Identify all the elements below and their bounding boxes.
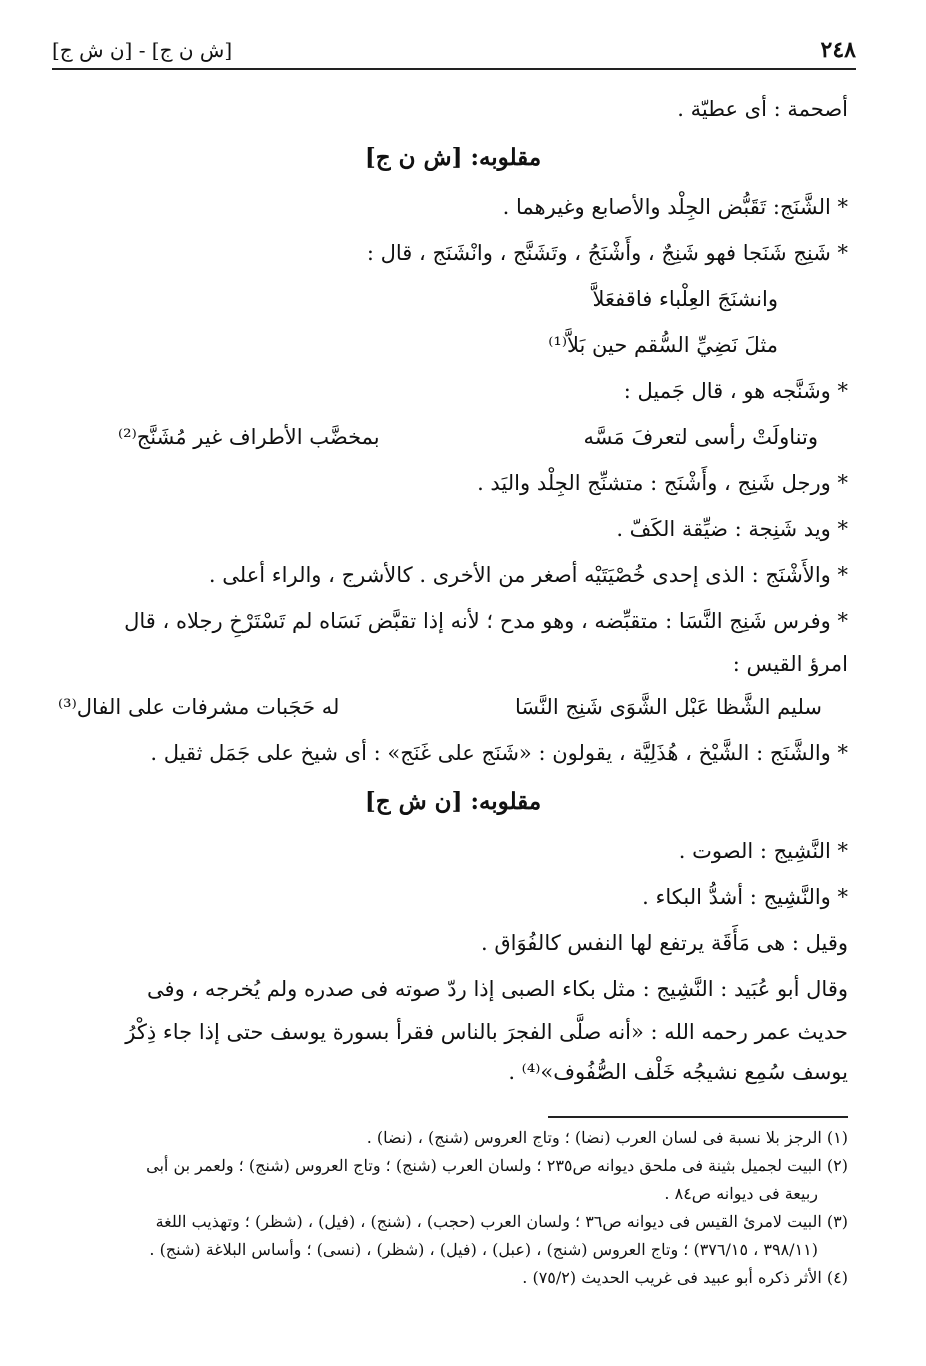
footnote: (٣) البيت لامرئ القيس فى ديوانه ص٣٦ ؛ ولسان العرب (حجب) ، (شنج) ، (فيل) ، (شظر) ؛ وتهذيب اللغة <box>155 1212 848 1231</box>
footnote: (١) الرجز بلا نسبة فى لسان العرب (نضا) ؛ وتاج العروس (شنج) ، (نضا) . <box>366 1128 848 1147</box>
footnotes <box>58 1124 848 1292</box>
verse-line: وانشنَجَ العِلْباء فاقفعَلاَّ <box>592 287 778 311</box>
text-line: * شَنِج شَنَجا فهو شَنِجٌ ، وأَشْنَجُ ، وتَشَنَّج ، وانْشَنَج ، قال : <box>366 241 848 265</box>
main-text <box>58 86 848 1092</box>
poem-couplet <box>58 684 848 730</box>
text-line: * وفرس شَنِج النَّسَا : متقبِّضه ، وهو مدح ؛ لأنه إذا تقبَّض نَسَاه لم تَسْتَرْخِ رجلاه ، قال <box>124 609 848 633</box>
text-line: * والنَّشِيج : أشدُّ البكاء . <box>642 885 848 909</box>
text-line: * وشَنَّجه هو ، قال جَميل : <box>623 379 848 403</box>
text-line: وقال أبو عُبَيد : النَّشِيج : مثل بكاء الصبى إذا ردّ صوته فى صدره ولم يُخرجه ، وفى <box>147 977 848 1001</box>
text-line: * النَّشِيج : الصوت . <box>678 839 848 863</box>
section-heading: مقلوبه: [ش ن ج] <box>364 144 542 171</box>
poem-couplet <box>58 414 848 460</box>
text-line: * ويد شَنِجة : ضيِّقة الكَفّ . <box>616 517 848 541</box>
section-heading: مقلوبه: [ن ش ج] <box>364 788 542 815</box>
hemistich-second: بمخضَّب الأطراف غير مُشَنَّج⁽²⁾ <box>118 425 380 449</box>
page-number: ٢٤٨ <box>820 37 856 63</box>
verse-line: مثلَ نَضِيِّ السُّقم حين بَلاَّ⁽¹⁾ <box>548 333 778 357</box>
hemistich-first: سليم الشَّظا عَبْل الشَّوَى شَنِج النَّسَا <box>514 695 822 719</box>
footnote-continuation: (٣٩٨/١١ ، ٣٧٦/١٥) ؛ وتاج العروس (شنج) ، (عبل) ، (فيل) ، (شظر) ، (نسى) ؛ وأساس البلاغة (شنج) . <box>149 1240 818 1259</box>
text-line: امرؤ القيس : <box>732 652 848 676</box>
text-line: حديث عمر رحمه الله : «أنه صلَّى الفجرَ بالناس فقرأ بسورة يوسف حتى إذا جاء ذِكْرُ <box>125 1020 848 1044</box>
footnote-continuation: ربيعة فى ديوانه ص٨٤ . <box>664 1184 818 1203</box>
text-line: أصحمة : أى عطيّة . <box>677 97 848 121</box>
footnote: (٢) البيت لجميل بثينة فى ملحق ديوانه ص٢٣٥ ؛ ولسان العرب (شنج) ؛ وتاج العروس (شنج) ؛ ولعمر بن أبى <box>146 1156 848 1175</box>
footnote-divider <box>548 1116 848 1118</box>
hemistich-first: وتناولَتْ رأسى لتعرفَ مَسَّه <box>583 425 818 449</box>
page-header <box>52 32 856 70</box>
running-title: [ش ن ج] - [ن ش ج] <box>52 38 233 62</box>
text-line: * ورجل شَنِج ، وأَشْنَج : متشنِّج الجِلْد واليَد . <box>477 471 848 495</box>
text-line: * والأَشْنَج : الذى إحدى خُصْيَتَيْه أصغر من الأخرى . كالأشرج ، والراء أعلى . <box>208 563 848 587</box>
text-line: * والشَّنَج : الشَّيْخ ، هُذَلِيَّة ، يقولون : «شَنَج على غَنَج» : أى شيخ على جَمَل ثقيل . <box>150 741 848 765</box>
text-line: وقيل : هى مَأَقَة يرتفع لها النفس كالفُوَاق . <box>480 931 848 955</box>
text-line: * الشَّنَج: تَقَبُّض الجِلْد والأصابع وغيرهما . <box>502 195 848 219</box>
footnote: (٤) الأثر ذكره أبو عبيد فى غريب الحديث (٧٥/٢) . <box>522 1268 848 1287</box>
text-line: يوسف سُمِع نشيجُه خَلْف الصُّفُوف»⁽⁴⁾ . <box>508 1060 848 1084</box>
hemistich-second: له حَجَبات مشرفات على الفال⁽³⁾ <box>58 695 340 719</box>
